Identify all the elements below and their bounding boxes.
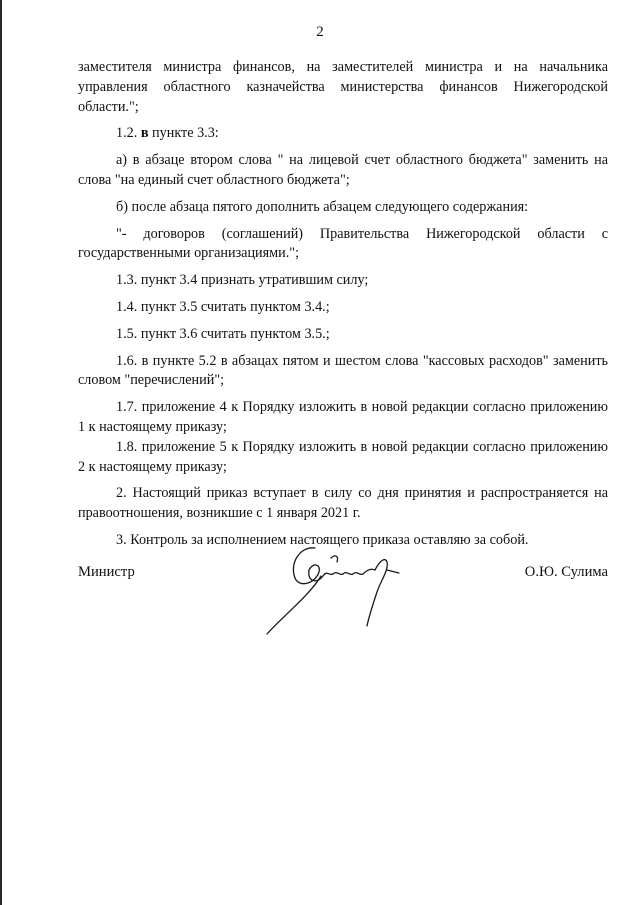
paragraph-1-2-bold-word: в — [140, 125, 149, 142]
paragraph-1-2-rest: пункте 3.3: — [148, 125, 219, 142]
paragraph-3: 3. Контроль за исполнением настоящего приказа оставляю за собой. — [116, 531, 529, 548]
paragraph-2: 2. Настоящий приказ вступает в силу со дня принятия и распространяется на правоотношения, возникшие с 1 января 2021 г. — [78, 485, 608, 522]
paragraph-1-2 — [78, 124, 608, 144]
paragraph-1-7: 1.7. приложение 4 к Порядку изложить в новой редакции согласно приложению 1 к настоящему приказу; — [78, 399, 608, 435]
paragraph-1-8: 1.8. приложение 5 к Порядку изложить в новой редакции согласно приложению 2 к настоящему приказу; — [78, 438, 608, 475]
paragraph-1-5: 1.5. пункт 3.6 считать пунктом 3.5.; — [116, 325, 330, 342]
paragraph-1-3: 1.3. пункт 3.4 признать утратившим силу; — [116, 272, 369, 289]
scan-edge-line — [0, 0, 2, 905]
paragraph-1-2-number: 1.2. — [116, 125, 141, 142]
handwritten-signature — [263, 540, 423, 640]
page-number: 2 — [316, 24, 324, 40]
paragraph-b: б) после абзаца пятого дополнить абзацем следующего содержания: — [116, 198, 529, 215]
signature-block — [78, 540, 608, 650]
paragraph-1-4: 1.4. пункт 3.5 считать пунктом 3.4.; — [116, 298, 330, 315]
paragraph-a: а) в абзаце втором слова " на лицевой счет областного бюджета" заменить на слова "на единый счет областного бюджета"; — [78, 152, 608, 188]
document-body — [78, 58, 608, 558]
paragraph-quote: "- договоров (соглашений) Правительства Нижегородской области с государственными организациями."; — [78, 225, 608, 262]
paragraph-1-6: 1.6. в пункте 5.2 в абзацах пятом и шестом слова "кассовых расходов" заменить словом "перечислений"; — [78, 352, 608, 389]
paragraph-continuation: заместителя министра финансов, на заместителей министра и на начальника управления областного казначейства министерства финансов Нижегородской области."; — [78, 59, 608, 115]
signatory-name: О.Ю. Сулима — [524, 564, 608, 580]
signatory-title: Министр — [78, 564, 135, 580]
